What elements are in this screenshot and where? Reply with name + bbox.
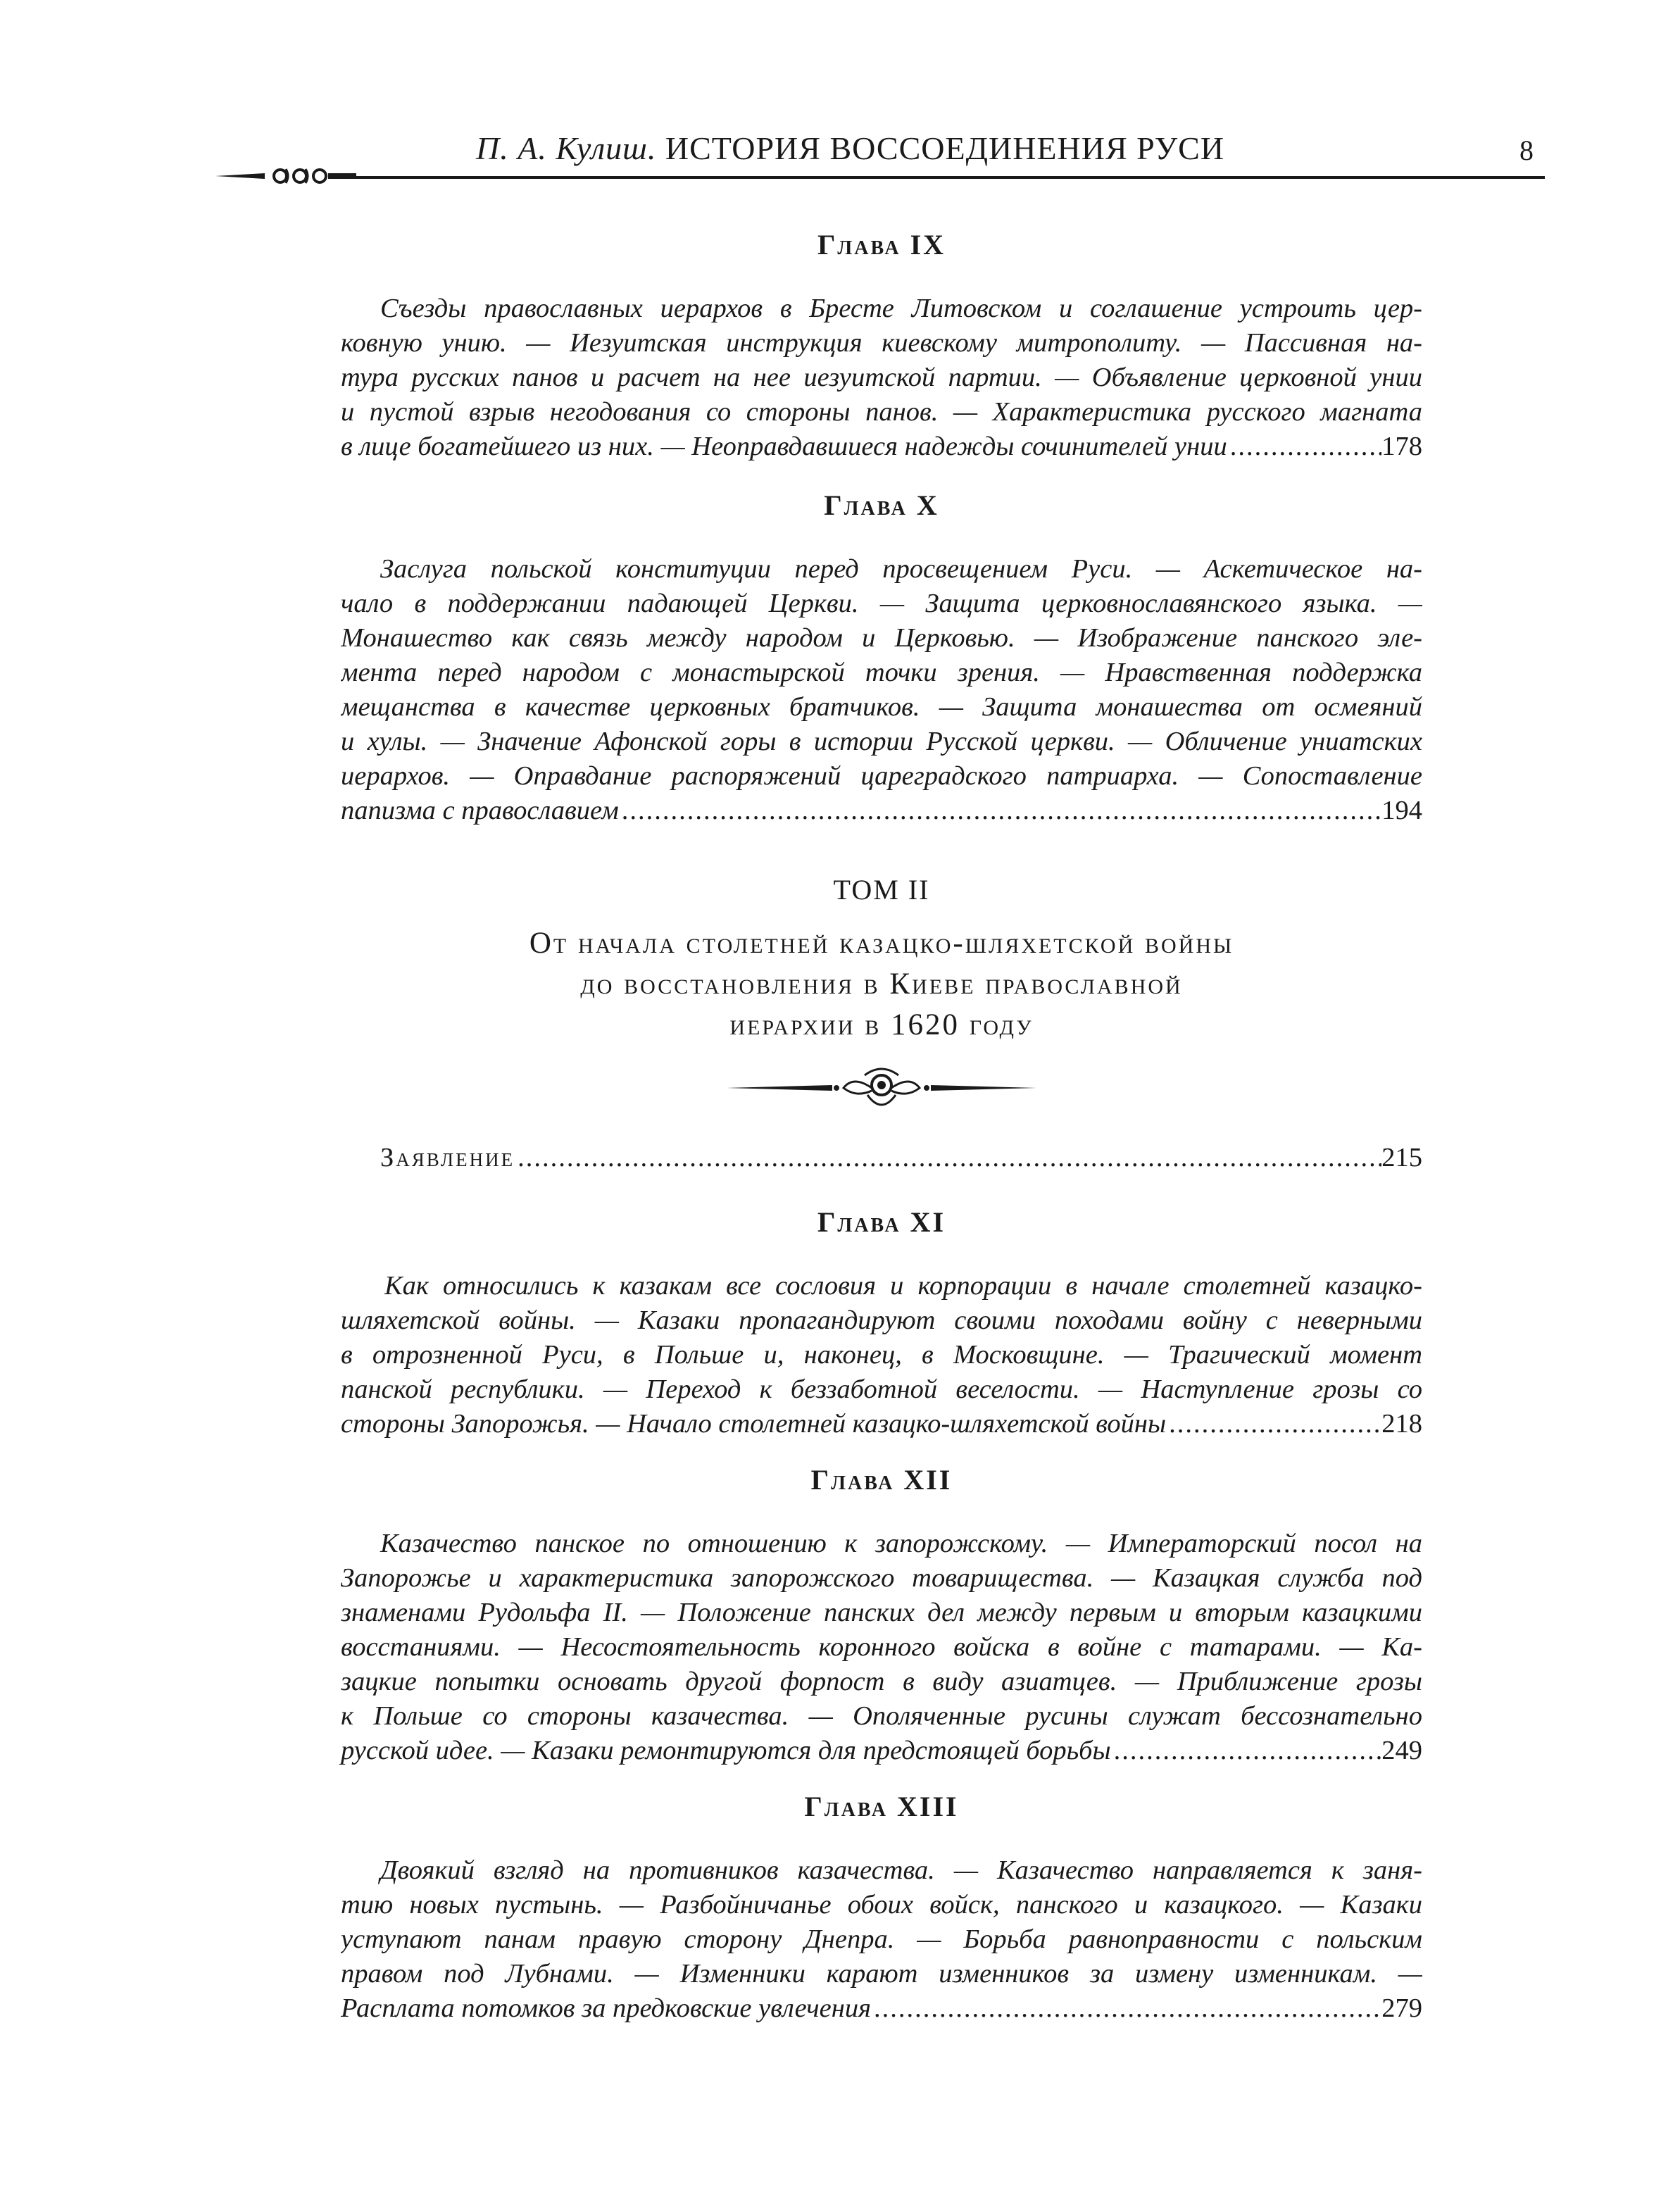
summary-line: мента перед народом с монастырской точки зрения. — Нравственная поддержка [341,658,1422,687]
page-ref: 218 [1381,1409,1422,1439]
header-rule [337,176,1545,179]
dot-leader [1166,1407,1381,1441]
summary-line: иерархов. — Оправдание распоряжений цареградского патриарха. — Сопоставление [341,761,1422,791]
summary-line: Казачество панское по отношению к запорожскому. — Императорский посол на [380,1529,1422,1558]
summary-line: правом под Лубнами. — Изменники карают изменников за измену изменникам. — [341,1959,1422,1989]
summary-line: папизма с православием [341,796,619,825]
summary-line: зацкие попытки основать другой форпост в виду азиатцев. — Приближение грозы [341,1667,1422,1696]
chapter-summary [341,1853,1422,2026]
summary-line: Съезды православных иерархов в Бресте Литовском и соглашение устроить цер- [380,294,1422,323]
summary-line: тура русских панов и расчет на нее иезуитской партии. — Объявление церковной унии [341,363,1422,392]
chapter-title: Глава XI [817,1206,946,1238]
dot-leader [1111,1734,1382,1768]
summary-line: и пустой взрыв негодования со стороны панов. — Характеристика русского магната [341,397,1422,427]
summary-line: в лице богатейшего из них. — Неоправдавшиеся надежды сочинителей унии [341,432,1227,461]
chapter-title: Глава XIII [804,1791,959,1822]
summary-last-line [341,430,1422,464]
chapter-entry [341,1203,1422,1441]
page-number: 8 [1519,134,1534,166]
summary-last-line [341,1991,1422,2026]
summary-line: и хулы. — Значение Афонской горы в истории Русской церкви. — Обличение униатских [341,727,1422,756]
dot-leader [515,1142,1381,1173]
page-ref: 178 [1381,432,1422,461]
chapter-entry [341,1787,1422,2026]
book-title: ИСТОРИЯ ВОССОЕДИНЕНИЯ РУСИ [665,130,1225,166]
summary-line: восстаниями. — Несостоятельность коронного войска в войне с татарами. — Ка- [341,1632,1422,1662]
summary-line: ковную унию. — Иезуитская инструкция киевскому митрополиту. — Пассивная на- [341,328,1422,358]
summary-line: панской республики. — Переход к беззаботной веселости. — Наступление грозы со [341,1375,1422,1404]
volume-subtitle-line: иерархии в 1620 году [729,1008,1034,1041]
page-ref: 249 [1381,1736,1422,1765]
chapter-entry [341,1460,1422,1768]
floral-divider-icon [727,1060,1036,1116]
page-ref: 279 [1381,1993,1422,2023]
summary-line: тию новых пустынь. — Разбойничанье обоих войск, панского и казацкого. — Казаки [341,1890,1422,1920]
summary-line: Расплата потомков за предковские увлечения [341,1993,871,2023]
volume-heading [341,873,1422,1120]
summary-line: знаменами Рудольфа II. — Положение панских дел между первым и вторым казацкими [341,1598,1422,1627]
statement-label: Заявление [380,1143,515,1172]
summary-last-line [341,794,1422,828]
summary-line: русской идее. — Казаки ремонтируются для предстоящей борьбы [341,1736,1111,1765]
dot-leader [619,794,1382,828]
running-head [0,124,1680,187]
chapter-title: Глава X [824,489,939,521]
dot-leader [1227,430,1382,464]
summary-line: шляхетской войны. — Казаки пропагандируют своими походами войну с неверными [341,1306,1422,1335]
summary-line: стороны Запорожья. — Начало столетней казацко-шляхетской войны [341,1409,1167,1439]
summary-line: Монашество как связь между народом и Церковью. — Изображение панского эле- [341,623,1422,653]
volume-subtitle-line: до восстановления в Киеве православной [580,968,1183,1001]
chapter-title: Глава XII [810,1464,953,1496]
running-head-title [476,130,1224,167]
summary-line: Заслуга польской конституции перед просвещением Руси. — Аскетическое на- [380,554,1422,584]
page-ref: 215 [1381,1143,1422,1172]
dot-leader [871,1991,1381,2026]
summary-line: Двоякий взгляд на противников казачества. — Казачество направляется к заня- [380,1855,1422,1885]
statement-entry [341,1142,1422,1173]
summary-last-line [341,1407,1422,1441]
volume-subtitle-line: От начала столетней казацко-шляхетской войны [529,927,1234,960]
chapter-title: Глава IX [817,229,946,261]
summary-last-line [341,1734,1422,1768]
author-name: П. А. Кулиш. [476,130,657,166]
scroll-ornament-icon [215,162,356,190]
summary-line: Как относились к казакам все сословия и корпорации в начале столетней казацко- [384,1271,1422,1301]
volume-label: ТОМ II [833,874,930,906]
chapter-summary [341,1269,1422,1441]
summary-line: уступают панам правую сторону Днепра. — Борьба равноправности с польским [341,1924,1422,1954]
chapter-entry [341,225,1422,464]
summary-line: мещанства в качестве церковных братчиков. — Защита монашества от осмеяний [341,692,1422,722]
summary-line: Запорожье и характеристика запорожского товарищества. — Казацкая служба под [341,1563,1422,1593]
chapter-entry [341,486,1422,828]
summary-line: чало в поддержании падающей Церкви. — Защита церковнославянского языка. — [341,589,1422,618]
summary-line: в отрозненной Руси, в Польше и, наконец, в Московщине. — Трагический момент [341,1340,1422,1370]
summary-line: к Польше со стороны казачества. — Ополяченные русины служат бессознательно [341,1701,1422,1731]
chapter-summary [341,1527,1422,1768]
page-ref: 194 [1381,796,1422,825]
chapter-summary [341,292,1422,464]
chapter-summary [341,552,1422,828]
